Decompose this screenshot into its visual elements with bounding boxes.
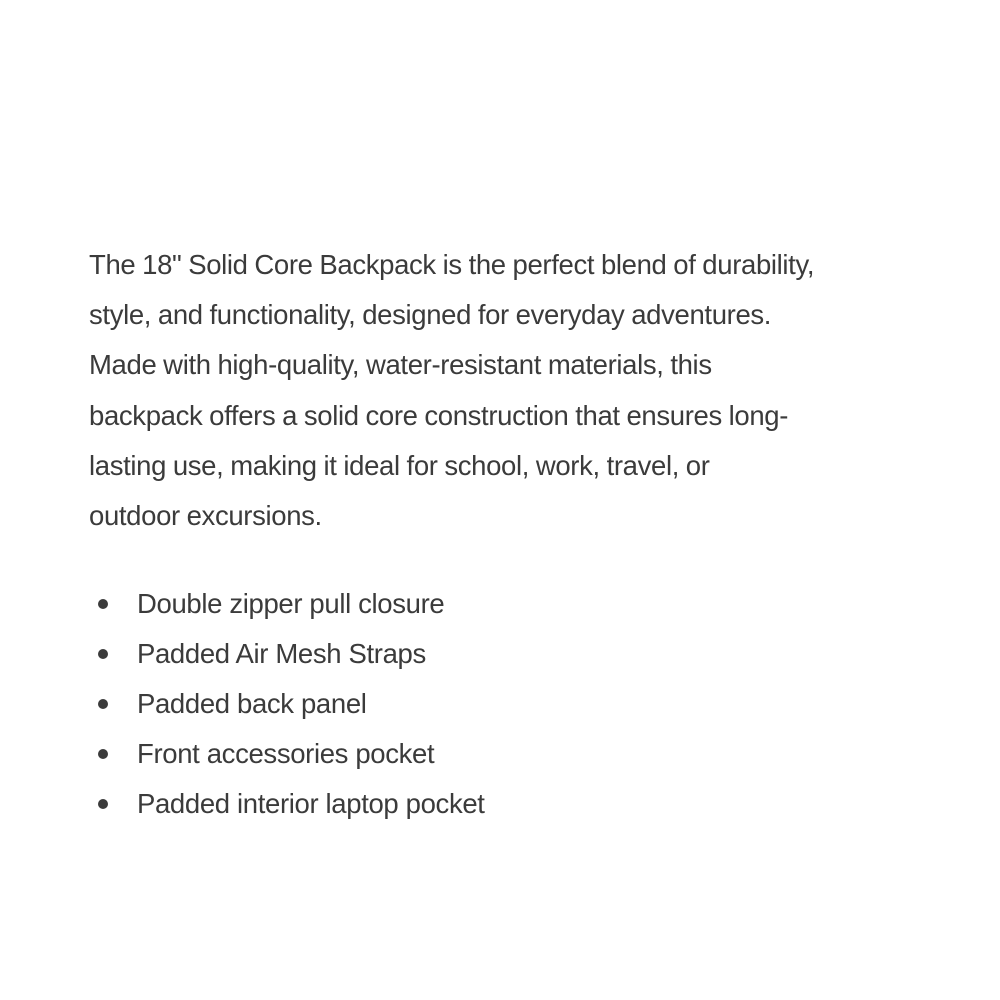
feature-label: Padded Air Mesh Straps	[137, 638, 426, 669]
feature-label: Padded back panel	[137, 688, 367, 719]
product-description	[89, 240, 929, 541]
feature-label: Front accessories pocket	[137, 738, 435, 769]
feature-item	[89, 779, 485, 829]
feature-item	[89, 629, 485, 679]
description-line: backpack offers a solid core construction that ensures long-	[89, 399, 789, 431]
description-line: Made with high-quality, water-resistant materials, this	[89, 349, 712, 381]
description-line: outdoor excursions.	[89, 500, 322, 532]
feature-label: Padded interior laptop pocket	[137, 788, 485, 819]
bullet-icon	[98, 749, 108, 759]
feature-label: Double zipper pull closure	[137, 588, 445, 619]
product-description-section	[89, 240, 929, 819]
bullet-icon	[98, 699, 108, 709]
description-line: The 18" Solid Core Backpack is the perfect blend of durability,	[89, 249, 815, 280]
bullet-icon	[98, 799, 108, 809]
feature-item	[89, 579, 485, 629]
feature-list	[89, 579, 485, 829]
description-line: style, and functionality, designed for everyday adventures.	[89, 299, 772, 331]
feature-item	[89, 679, 485, 729]
feature-item	[89, 729, 485, 779]
description-line: lasting use, making it ideal for school, work, travel, or	[89, 449, 710, 481]
bullet-icon	[98, 599, 108, 609]
bullet-icon	[98, 649, 108, 659]
